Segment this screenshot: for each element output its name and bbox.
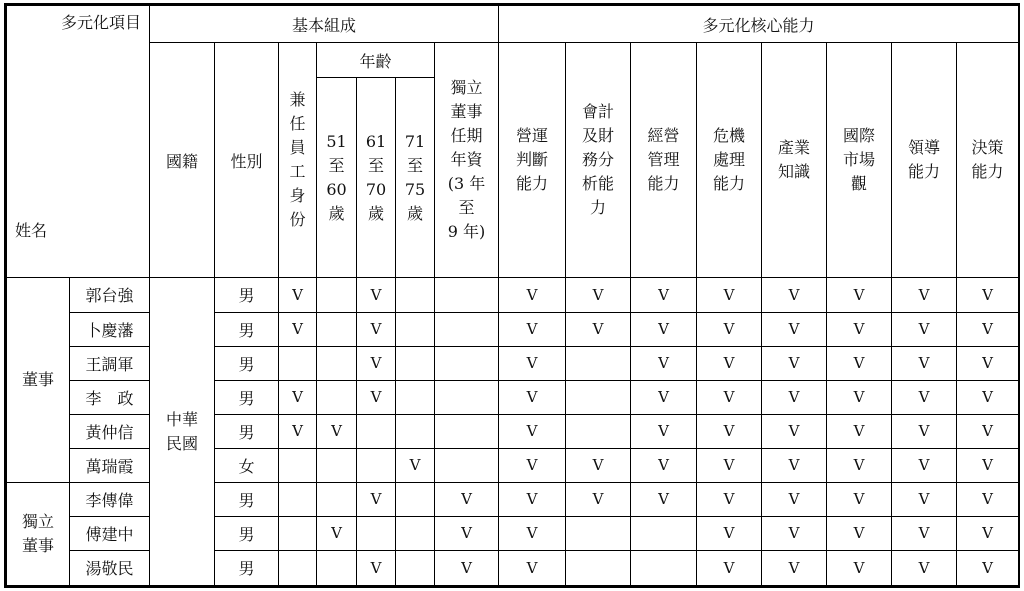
member-name: 萬瑞霞: [70, 448, 150, 482]
stacked-text-line: 獨立: [450, 78, 483, 98]
member-name: 李傳偉: [70, 482, 150, 516]
check-cell: V: [357, 380, 396, 414]
stacked-text-line: 會計: [582, 102, 615, 122]
check-cell: V: [279, 278, 317, 312]
check-cell: V: [957, 278, 1019, 312]
stacked-text-line: 員: [289, 138, 306, 158]
check-cell: V: [566, 482, 631, 516]
check-cell: [317, 346, 357, 380]
board-diversity-table: [6, 5, 1019, 586]
stacked-text-line: 營運: [516, 126, 549, 146]
check-cell: [317, 380, 357, 414]
check-cell: V: [499, 380, 566, 414]
check-cell: [317, 312, 357, 346]
check-cell: [566, 346, 631, 380]
check-cell: V: [499, 346, 566, 380]
stacked-text-line: 經營: [647, 126, 680, 146]
stacked-text-line: 董事: [450, 102, 483, 122]
member-name: 卜慶藩: [70, 312, 150, 346]
check-cell: V: [631, 448, 697, 482]
stacked-text-line: 知識: [778, 162, 811, 182]
employee-status-header: [279, 43, 317, 278]
stacked-text-line: 獨立: [21, 511, 54, 531]
check-cell: [435, 278, 499, 312]
check-cell: [631, 516, 697, 550]
check-cell: [279, 516, 317, 550]
age-51-60-header: [317, 78, 357, 278]
check-cell: V: [435, 482, 499, 516]
stacked-text-line: 61: [365, 131, 387, 151]
check-cell: [435, 380, 499, 414]
check-cell: V: [827, 448, 892, 482]
check-cell: V: [957, 550, 1019, 585]
board-diversity-table-frame: [4, 3, 1020, 588]
stacked-text-line: 71: [404, 131, 426, 151]
check-cell: V: [499, 482, 566, 516]
stacked-text-line: 9 年): [447, 222, 486, 242]
check-cell: [435, 312, 499, 346]
check-cell: V: [697, 312, 762, 346]
check-cell: V: [957, 346, 1019, 380]
age-71-75-header: [396, 78, 435, 278]
ability-industry-header: [762, 43, 827, 278]
check-cell: V: [279, 312, 317, 346]
check-cell: V: [435, 516, 499, 550]
stacked-text-line: 60: [326, 179, 347, 199]
check-cell: [396, 380, 435, 414]
check-cell: V: [499, 414, 566, 448]
check-cell: V: [762, 482, 827, 516]
stacked-text-line: 力: [590, 198, 607, 218]
stacked-text-line: 危機: [713, 126, 746, 146]
check-cell: V: [697, 346, 762, 380]
check-cell: V: [499, 278, 566, 312]
stacked-text-line: 至: [458, 198, 475, 218]
check-cell: V: [762, 380, 827, 414]
stacked-text-line: 歲: [406, 203, 423, 223]
check-cell: V: [631, 380, 697, 414]
check-cell: [317, 550, 357, 585]
check-cell: V: [499, 448, 566, 482]
stacked-text-line: 工: [289, 162, 306, 182]
stacked-text-line: 決策: [971, 138, 1004, 158]
check-cell: V: [317, 414, 357, 448]
check-cell: V: [697, 414, 762, 448]
gender-value: 男: [215, 516, 279, 550]
ability-crisis-header: [697, 43, 762, 278]
stacked-text-line: 國際: [843, 126, 876, 146]
gender-value: 男: [215, 278, 279, 312]
ability-management-header: [631, 43, 697, 278]
check-cell: V: [631, 346, 697, 380]
nationality-value: [150, 278, 215, 586]
check-cell: V: [357, 550, 396, 585]
check-cell: V: [317, 516, 357, 550]
gender-value: 男: [215, 312, 279, 346]
check-cell: V: [892, 482, 957, 516]
check-cell: [396, 346, 435, 380]
stacked-text-line: 管理: [647, 150, 680, 170]
ability-accounting-header: [566, 43, 631, 278]
check-cell: V: [631, 312, 697, 346]
independent-tenure-header: [435, 43, 499, 278]
stacked-text-line: 判斷: [516, 150, 549, 170]
check-cell: [279, 346, 317, 380]
stacked-text-line: 任期: [450, 126, 483, 146]
check-cell: V: [762, 550, 827, 585]
stacked-text-line: 處理: [713, 150, 746, 170]
check-cell: V: [566, 448, 631, 482]
stacked-text-line: 能力: [647, 174, 680, 194]
basic-composition-header: 基本組成: [150, 6, 499, 43]
ability-international-header: [827, 43, 892, 278]
check-cell: V: [827, 482, 892, 516]
check-cell: V: [892, 278, 957, 312]
check-cell: V: [499, 550, 566, 585]
check-cell: [396, 516, 435, 550]
diversity-item-label: 多元化項目: [60, 13, 141, 32]
stacked-text-line: 能力: [516, 174, 549, 194]
check-cell: V: [892, 312, 957, 346]
check-cell: V: [892, 380, 957, 414]
age-61-70-header: [357, 78, 396, 278]
stacked-text-line: 70: [365, 179, 387, 199]
group-directors-cell: [7, 278, 70, 482]
check-cell: V: [762, 414, 827, 448]
stacked-text-line: 能力: [713, 174, 746, 194]
stacked-text-line: 至: [406, 155, 423, 175]
age-header: 年齡: [317, 43, 435, 78]
stacked-text-line: 至: [367, 155, 384, 175]
stacked-text-line: 董事: [21, 370, 54, 390]
stacked-text-line: 務分: [582, 150, 615, 170]
check-cell: [357, 448, 396, 482]
check-cell: V: [499, 516, 566, 550]
check-cell: [435, 346, 499, 380]
check-cell: [631, 550, 697, 585]
check-cell: [435, 448, 499, 482]
check-cell: [566, 516, 631, 550]
check-cell: V: [631, 414, 697, 448]
check-cell: V: [357, 482, 396, 516]
stacked-text-line: 中華: [165, 409, 198, 429]
stacked-text-line: 能力: [908, 162, 941, 182]
check-cell: V: [697, 550, 762, 585]
check-cell: V: [892, 516, 957, 550]
stacked-text-line: 51: [326, 131, 347, 151]
check-cell: V: [957, 312, 1019, 346]
check-cell: V: [957, 380, 1019, 414]
stacked-text-line: 董事: [21, 535, 54, 555]
check-cell: [396, 312, 435, 346]
member-name: 黃仲信: [70, 414, 150, 448]
check-cell: V: [697, 516, 762, 550]
member-name: 郭台強: [70, 278, 150, 312]
table-row: [7, 278, 1019, 312]
check-cell: [317, 482, 357, 516]
check-cell: V: [566, 312, 631, 346]
check-cell: [396, 550, 435, 585]
member-name: 王調軍: [70, 346, 150, 380]
check-cell: V: [957, 516, 1019, 550]
member-name: 湯敬民: [70, 550, 150, 585]
check-cell: V: [762, 278, 827, 312]
check-cell: V: [892, 414, 957, 448]
stacked-text-line: 民國: [165, 433, 198, 453]
check-cell: [279, 550, 317, 585]
check-cell: V: [827, 380, 892, 414]
check-cell: V: [827, 414, 892, 448]
member-name: 李 政: [70, 380, 150, 414]
gender-value: 男: [215, 550, 279, 585]
stacked-text-line: (3 年: [447, 174, 486, 194]
check-cell: V: [357, 312, 396, 346]
check-cell: V: [827, 346, 892, 380]
check-cell: V: [892, 346, 957, 380]
check-cell: V: [827, 516, 892, 550]
core-abilities-header: 多元化核心能力: [499, 6, 1019, 43]
check-cell: V: [435, 550, 499, 585]
check-cell: V: [827, 312, 892, 346]
stacked-text-line: 及財: [582, 126, 615, 146]
ability-leadership-header: [892, 43, 957, 278]
check-cell: [317, 278, 357, 312]
check-cell: V: [279, 414, 317, 448]
ability-decision-header: [957, 43, 1019, 278]
check-cell: V: [892, 448, 957, 482]
check-cell: V: [697, 278, 762, 312]
gender-value: 男: [215, 414, 279, 448]
check-cell: V: [892, 550, 957, 585]
gender-value: 男: [215, 482, 279, 516]
check-cell: V: [697, 380, 762, 414]
check-cell: [566, 380, 631, 414]
stacked-text-line: 身: [289, 186, 306, 206]
check-cell: [279, 448, 317, 482]
check-cell: V: [762, 346, 827, 380]
check-cell: V: [357, 346, 396, 380]
stacked-text-line: 市場: [843, 150, 876, 170]
gender-header: 性別: [215, 43, 279, 278]
check-cell: [357, 516, 396, 550]
check-cell: [279, 482, 317, 516]
check-cell: V: [357, 278, 396, 312]
stacked-text-line: 能力: [971, 162, 1004, 182]
check-cell: V: [631, 482, 697, 516]
ability-operation-header: [499, 43, 566, 278]
check-cell: [396, 278, 435, 312]
check-cell: V: [566, 278, 631, 312]
stacked-text-line: 歲: [367, 203, 384, 223]
check-cell: [566, 414, 631, 448]
gender-value: 女: [215, 448, 279, 482]
stacked-text-line: 歲: [328, 203, 345, 223]
check-cell: [396, 482, 435, 516]
stacked-text-line: 領導: [908, 138, 941, 158]
check-cell: [357, 414, 396, 448]
group-independent-cell: [7, 482, 70, 585]
check-cell: V: [827, 550, 892, 585]
check-cell: V: [697, 482, 762, 516]
stacked-text-line: 兼: [289, 90, 306, 110]
stacked-text-line: 產業: [778, 138, 811, 158]
check-cell: V: [396, 448, 435, 482]
check-cell: V: [762, 516, 827, 550]
check-cell: V: [279, 380, 317, 414]
member-name: 傅建中: [70, 516, 150, 550]
check-cell: V: [499, 312, 566, 346]
check-cell: [566, 550, 631, 585]
check-cell: V: [631, 278, 697, 312]
stacked-text-line: 任: [289, 114, 306, 134]
stacked-text-line: 觀: [851, 174, 868, 194]
stacked-text-line: 年資: [450, 150, 483, 170]
diversity-name-header-cell: [7, 6, 150, 278]
stacked-text-line: 至: [328, 155, 345, 175]
check-cell: [435, 414, 499, 448]
check-cell: V: [697, 448, 762, 482]
name-label: 姓名: [15, 221, 48, 241]
check-cell: V: [957, 482, 1019, 516]
stacked-text-line: 75: [404, 179, 426, 199]
check-cell: V: [762, 448, 827, 482]
check-cell: V: [957, 448, 1019, 482]
stacked-text-line: 份: [289, 210, 306, 230]
check-cell: V: [762, 312, 827, 346]
check-cell: V: [827, 278, 892, 312]
check-cell: [317, 448, 357, 482]
gender-value: 男: [215, 346, 279, 380]
check-cell: V: [957, 414, 1019, 448]
nationality-header: 國籍: [150, 43, 215, 278]
check-cell: [396, 414, 435, 448]
stacked-text-line: 析能: [582, 174, 615, 194]
gender-value: 男: [215, 380, 279, 414]
